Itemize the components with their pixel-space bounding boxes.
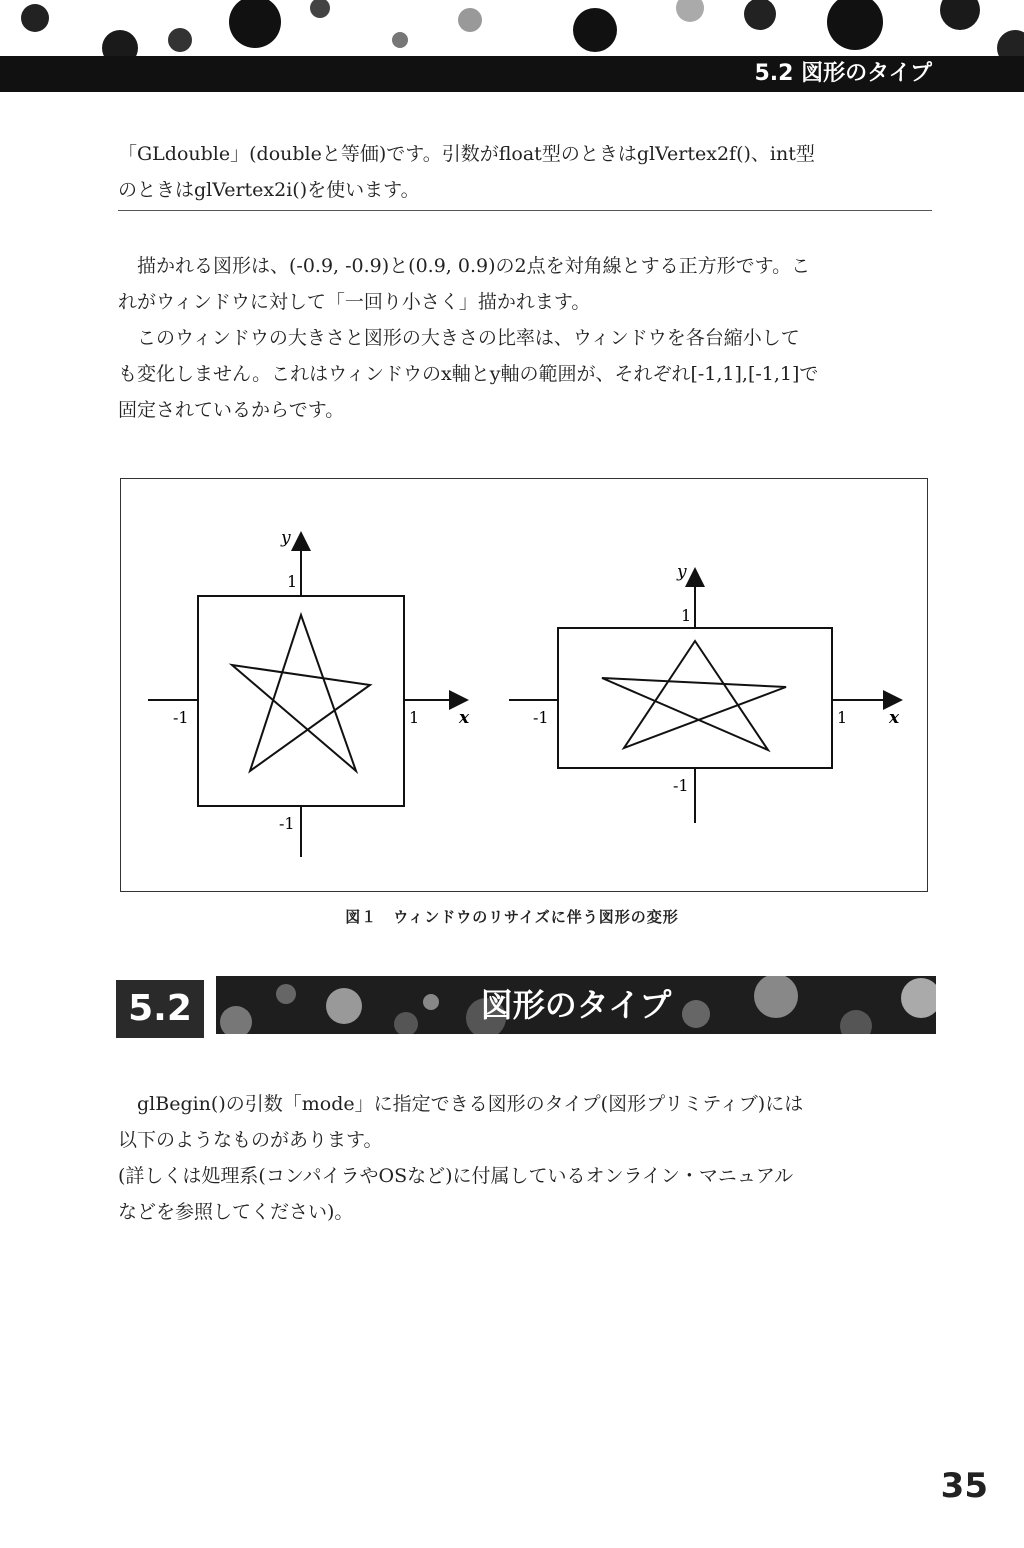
body-p2-line2: も変化しません。これはウィンドウのx軸とy軸の範囲が、それぞれ[-1,1],[-1,1]で xyxy=(118,363,819,385)
intro-paragraph xyxy=(118,136,932,211)
body2-p2-line2: などを参照してください)。 xyxy=(118,1201,354,1223)
page-number: 35 xyxy=(940,1466,988,1506)
intro-line-1: 「GLdouble」(doubleと等価)です。引数がfloat型のときはglVertex2f()、int型 xyxy=(118,143,815,165)
left-x-min: -1 xyxy=(173,708,189,727)
left-y-label: y xyxy=(281,528,291,548)
figure-caption: 図１ ウィンドウのリサイズに伴う図形の変形 xyxy=(345,908,679,926)
body-text-2 xyxy=(118,1086,932,1230)
body2-p1-line2: 以下のようなものがあります。 xyxy=(118,1129,383,1151)
right-x-min: -1 xyxy=(533,708,549,727)
left-x-max: 1 xyxy=(409,708,420,727)
left-x-label: x xyxy=(459,708,470,728)
body-p1-line1: 描かれる図形は、(-0.9, -0.9)と(0.9, 0.9)の2点を対角線とする正方形です。こ xyxy=(137,255,811,277)
left-square xyxy=(198,596,404,806)
body2-p1-line1: glBegin()の引数「mode」に指定できる図形のタイプ(図形プリミティブ)には xyxy=(137,1093,804,1115)
figure-frame xyxy=(120,478,928,892)
section-heading-bar xyxy=(216,976,936,1034)
right-diagram xyxy=(509,562,901,823)
right-x-label: x xyxy=(889,708,900,728)
figure-diagram xyxy=(121,479,927,891)
left-diagram xyxy=(148,528,470,857)
body-p2-line1: このウィンドウの大きさと図形の大きさの比率は、ウィンドウを各台縮小して xyxy=(137,327,800,349)
header-dots-decoration xyxy=(0,0,1024,60)
intro-line-2: のときはglVertex2i()を使います。 xyxy=(118,179,420,201)
right-rectangle xyxy=(558,628,832,768)
body-text xyxy=(118,248,932,428)
right-y-label: y xyxy=(677,562,687,582)
body-p2-line3: 固定されているからです。 xyxy=(118,399,345,421)
right-x-max: 1 xyxy=(837,708,848,727)
body2-p2-line1: (詳しくは処理系(コンパイラやOSなど)に付属しているオンライン・マニュアル xyxy=(118,1165,794,1187)
right-y-min: -1 xyxy=(673,776,689,795)
right-y-max: 1 xyxy=(681,606,692,625)
body-p1-line2: れがウィンドウに対して「一回り小さく」描かれます。 xyxy=(118,291,591,313)
section-number: 5.2 xyxy=(116,980,204,1038)
running-header xyxy=(0,56,1024,92)
left-y-min: -1 xyxy=(279,814,295,833)
left-y-max: 1 xyxy=(287,572,298,591)
running-header-title: 5.2 図形のタイプ xyxy=(754,61,932,86)
section-title: 図形のタイプ xyxy=(480,986,672,1024)
